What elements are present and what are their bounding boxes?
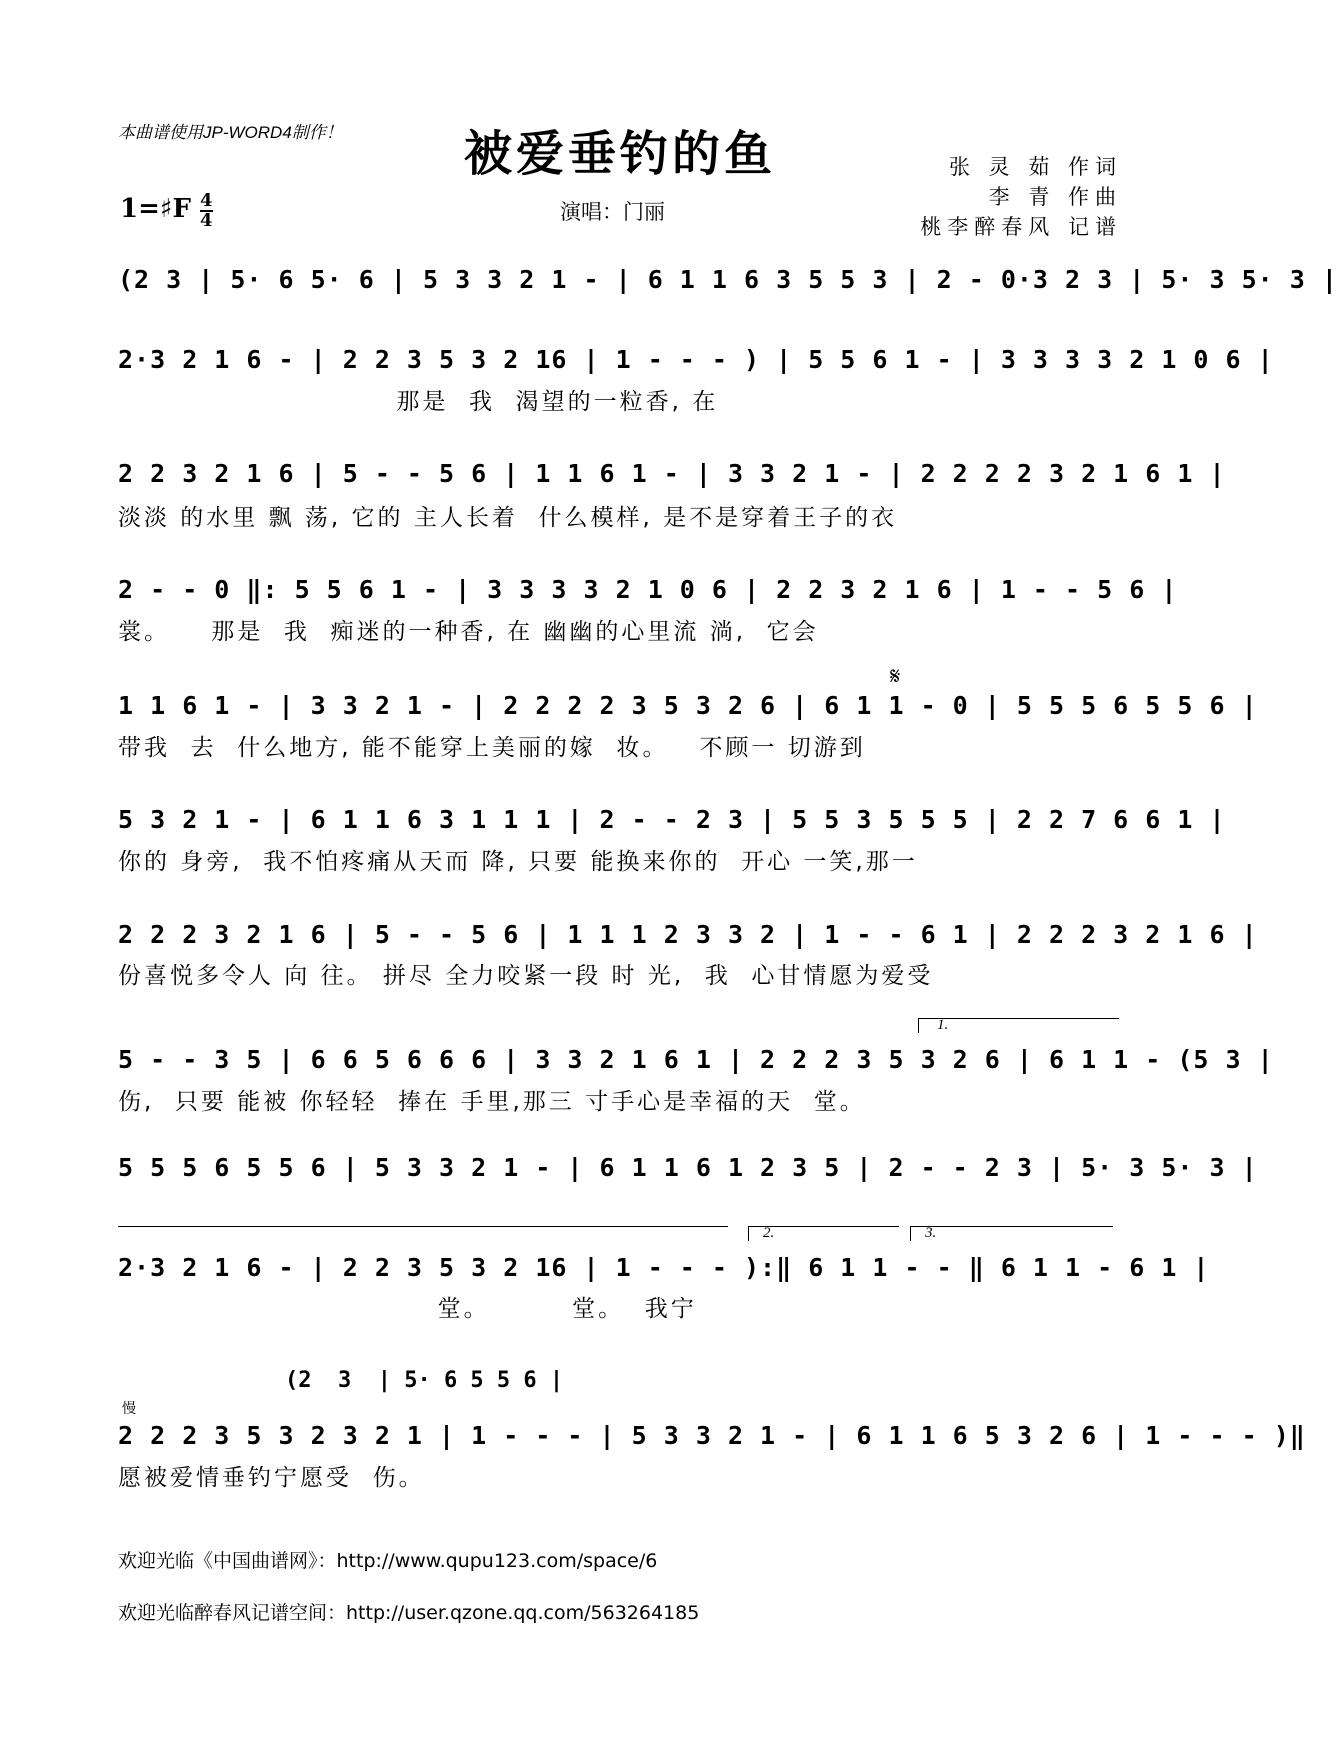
lyric-line-7: 份喜悦多令人 向 往。 拼尽 全力咬紧一段 时 光, 我 心甘情愿为爱受 [118, 963, 934, 989]
volta-bracket-2 [748, 1226, 899, 1241]
volta-rule [118, 1226, 728, 1241]
made-with-note: 本曲谱使用JP-WORD4制作！ [118, 123, 343, 142]
score-line-11-intro: (2 3 | 5· 6 5 5 6 | [285, 1368, 564, 1393]
key-signature: 1=♯F [120, 194, 191, 224]
score-line-9: 5 5 5 6 5 5 6 | 5 3 3 2 1 - | 6 1 1 6 1 2 3 5 | 2 - - 2 3 | 5· 3 5· 3 | [118, 1153, 1258, 1182]
score-line-10: 2·3 2 1 6 - | 2 2 3 5 3 2 16 | 1 - - - ):‖ 6 1 1 - - ‖ 6 1 1 - 6 1 | [118, 1253, 1210, 1282]
transcriber: 桃李醉春风 记谱 [920, 215, 1122, 239]
score-line-6: 5 3 2 1 - | 6 1 1 6 3 1 1 1 | 2 - - 2 3 | 5 5 3 5 5 5 | 2 2 7 6 6 1 | [118, 805, 1226, 834]
lyric-line-8: 伤, 只要 能被 你轻轻 捧在 手里,那三 寸手心是幸福的天 堂。 [118, 1089, 866, 1115]
volta-2-label: 2. [763, 1225, 775, 1241]
score-line-1: (2 3 | 5· 6 5· 6 | 5 3 3 2 1 - | 6 1 1 6 3 5 5 3 | 2 - 0·3 2 3 | 5· 3 5· 3 | [118, 265, 1338, 294]
score-line-8: 5 - - 3 5 | 6 6 5 6 6 6 | 3 3 2 1 6 1 | 2 2 2 3 5 3 2 6 | 6 1 1 - (5 3 | [118, 1045, 1274, 1074]
score-line-7: 2 2 2 3 2 1 6 | 5 - - 5 6 | 1 1 1 2 3 3 2 | 1 - - 6 1 | 2 2 2 3 2 1 6 | [118, 920, 1258, 949]
lyric-line-6: 你的 身旁, 我不怕疼痛从天而 降, 只要 能换来你的 开心 一笑,那一 [118, 849, 918, 875]
song-title: 被爱垂钓的鱼 [463, 126, 776, 182]
footer-link-qzone[interactable]: 欢迎光临醉春风记谱空间：http://user.qzone.qq.com/563264185 [118, 1602, 700, 1624]
volta-bracket-1 [918, 1018, 1119, 1033]
meter-bottom: 4 [200, 210, 213, 231]
score-line-3: 2 2 3 2 1 6 | 5 - - 5 6 | 1 1 6 1 - | 3 3 2 1 - | 2 2 2 2 3 2 1 6 1 | [118, 459, 1226, 488]
lyric-line-2: 那是 我 渴望的一粒香, 在 [118, 389, 719, 415]
score-line-4: 2 - - 0 ‖: 5 5 6 1 - | 3 3 3 3 2 1 0 6 | 2 2 3 2 1 6 | 1 - - 5 6 | [118, 575, 1178, 604]
lyric-line-4: 裳。 那是 我 痴迷的一种香, 在 幽幽的心里流 淌, 它会 [118, 619, 819, 645]
tempo-mark-slow: 慢 [122, 1401, 136, 1417]
time-signature [200, 192, 213, 230]
meter-top: 4 [200, 190, 213, 211]
score-line-2: 2·3 2 1 6 - | 2 2 3 5 3 2 16 | 1 - - - ) | 5 5 6 1 - | 3 3 3 3 2 1 0 6 | [118, 345, 1274, 374]
volta-bracket-3 [910, 1226, 1113, 1241]
footer-link-qupu123[interactable]: 欢迎光临《中国曲谱网》：http://www.qupu123.com/space/6 [118, 1550, 658, 1572]
lyric-line-3: 淡淡 的水里 飘 荡, 它的 主人长着 什么模样, 是不是穿着王子的衣 [118, 505, 898, 531]
singer-credit: 演唱：门丽 [560, 200, 665, 224]
composer: 李 青 作曲 [988, 185, 1122, 209]
score-line-5: 1 1 6 1 - | 3 3 2 1 - | 2 2 2 2 3 5 3 2 6 | 6 1 1 - 0 | 5 5 5 6 5 5 6 | [118, 691, 1258, 720]
score-line-11: 2 2 2 3 5 3 2 3 2 1 | 1 - - - | 5 3 3 2 1 - | 6 1 1 6 5 3 2 6 | 1 - - - )‖ [118, 1421, 1306, 1450]
segno-sign: 𝄋 [890, 662, 901, 690]
lyricist: 张 灵 茹 作词 [948, 155, 1122, 179]
author-credits [920, 152, 1122, 242]
volta-1-label: 1. [937, 1017, 949, 1033]
lyric-line-10: 堂。 堂。 我宁 [118, 1296, 697, 1322]
lyric-line-5: 带我 去 什么地方, 能不能穿上美丽的嫁 妆。 不顾一 切游到 [118, 735, 866, 761]
volta-3-label: 3. [925, 1225, 937, 1241]
lyric-line-11: 愿被爱情垂钓宁愿受 伤。 [118, 1465, 425, 1491]
